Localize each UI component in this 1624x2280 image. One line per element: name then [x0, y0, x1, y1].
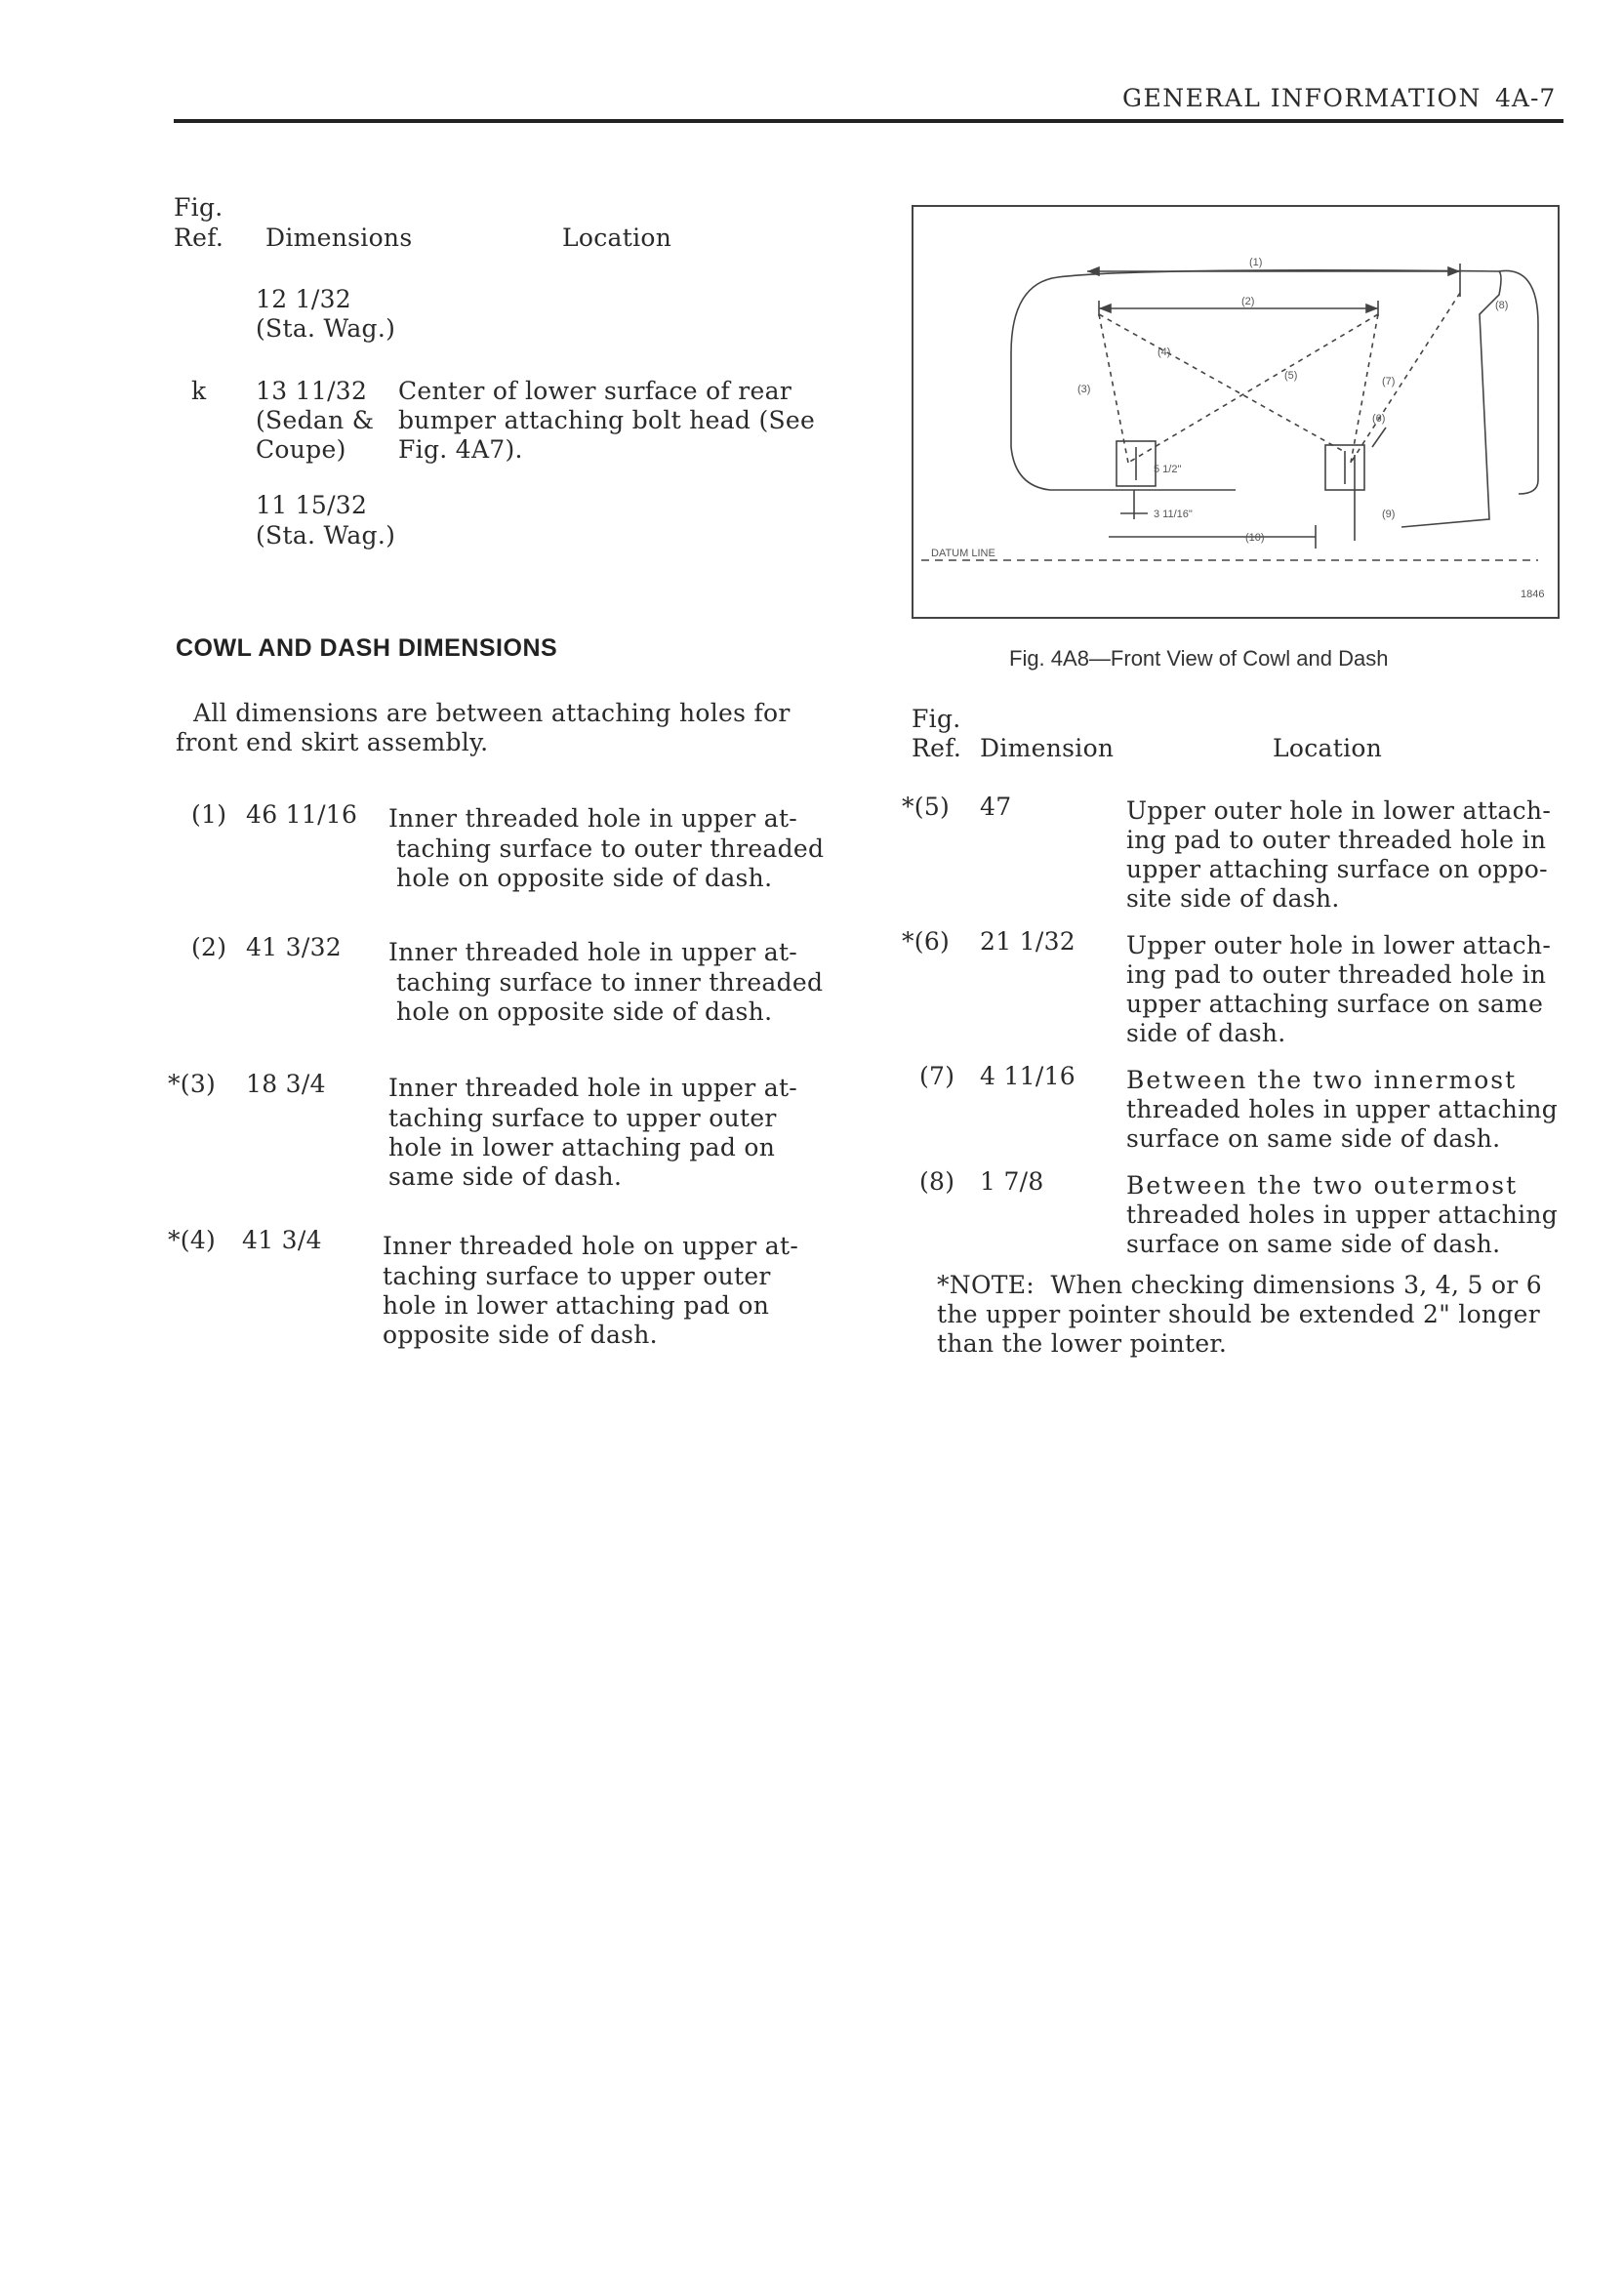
entry-ref: *(3)	[168, 1070, 217, 1098]
col-header-location: Location	[562, 224, 672, 252]
entry-dimension: 41 3/32	[246, 933, 342, 961]
entry-location-line: same side of dash.	[388, 1162, 623, 1191]
entry-dimension: 1 7/8	[980, 1167, 1044, 1196]
dim-coupe-label: Coupe)	[256, 435, 346, 464]
intro-line: front end skirt assembly.	[176, 728, 489, 756]
inset-dim-b: 3 11/16"	[1154, 509, 1193, 520]
right-col-header-location: Location	[1273, 734, 1383, 762]
callout-5: (5)	[1284, 370, 1298, 382]
dim-sta-wag-1: 12 1/32	[256, 285, 351, 313]
right-col-header-ref: Ref.	[912, 734, 962, 762]
datum-line-label: DATUM LINE	[931, 548, 995, 559]
callout-2: (2)	[1241, 296, 1255, 307]
section-heading: COWL AND DASH DIMENSIONS	[176, 634, 558, 662]
entry-location-line: Between the two innermost	[1126, 1066, 1518, 1094]
inset-dim-a: 5 1/2"	[1154, 464, 1182, 475]
entry-location-line: hole in lower attaching pad on	[388, 1133, 776, 1161]
entry-ref: *(5)	[902, 793, 951, 821]
location-line: bumper attaching bolt head (See	[398, 406, 816, 434]
entry-location-line: site side of dash.	[1126, 884, 1340, 913]
intro-line: All dimensions are between attaching holes for	[193, 699, 791, 727]
entry-ref: (8)	[919, 1167, 955, 1196]
dim-sta-wag-1-label: (Sta. Wag.)	[256, 314, 396, 343]
entry-location-line: ing pad to outer threaded hole in	[1126, 826, 1547, 854]
dim-sta-wag-2: 11 15/32	[256, 491, 368, 519]
entry-location-line: Inner threaded hole in upper at-	[388, 804, 798, 833]
figure-code: 1846	[1521, 589, 1545, 600]
entry-location-line: Inner threaded hole in upper at-	[388, 938, 798, 966]
location-line: Fig. 4A7).	[398, 435, 523, 464]
running-header-title: GENERAL INFORMATION	[1122, 84, 1482, 112]
note-line: *NOTE: When checking dimensions 3, 4, 5 or 6	[937, 1271, 1543, 1299]
entry-ref: (1)	[191, 800, 227, 829]
entry-ref: *(4)	[168, 1226, 217, 1254]
dim-sedan-label: (Sedan &	[256, 406, 375, 434]
right-col-header-dimension: Dimension	[980, 734, 1115, 762]
entry-dimension: 41 3/4	[242, 1226, 322, 1254]
entry-location-line: upper attaching surface on same	[1126, 990, 1544, 1018]
callout-10: (10)	[1245, 532, 1265, 544]
entry-location-line: ing pad to outer threaded hole in	[1126, 960, 1547, 989]
callout-7: (7)	[1382, 376, 1396, 387]
location-line: Center of lower surface of rear	[398, 377, 792, 405]
note-line: the upper pointer should be extended 2" longer	[937, 1300, 1540, 1328]
entry-location-line: Inner threaded hole in upper at-	[388, 1074, 798, 1102]
entry-location-line: taching surface to upper outer	[383, 1262, 771, 1290]
entry-dimension: 47	[980, 793, 1012, 821]
callout-9: (9)	[1382, 509, 1396, 520]
callout-4: (4)	[1157, 346, 1171, 358]
entry-location-line: threaded holes in upper attaching	[1126, 1201, 1559, 1229]
ref-k: k	[191, 377, 207, 405]
entry-ref: (7)	[919, 1062, 955, 1090]
entry-location-line: hole in lower attaching pad on	[383, 1291, 770, 1320]
dim-sedan: 13 11/32	[256, 377, 368, 405]
right-col-header-fig: Fig.	[912, 705, 961, 733]
entry-dimension: 21 1/32	[980, 927, 1076, 956]
entry-location-line: upper attaching surface on oppo-	[1126, 855, 1548, 883]
entry-location-line: taching surface to upper outer	[388, 1104, 777, 1132]
callout-3: (3)	[1077, 384, 1091, 395]
entry-location-line: hole on opposite side of dash.	[396, 864, 773, 892]
entry-dimension: 18 3/4	[246, 1070, 326, 1098]
dim-sta-wag-2-label: (Sta. Wag.)	[256, 521, 396, 550]
entry-location-line: hole on opposite side of dash.	[396, 998, 773, 1026]
figure-caption: Fig. 4A8—Front View of Cowl and Dash	[1009, 646, 1389, 671]
entry-dimension: 4 11/16	[980, 1062, 1076, 1090]
entry-location-line: surface on same side of dash.	[1126, 1230, 1501, 1258]
entry-location-line: surface on same side of dash.	[1126, 1124, 1501, 1153]
callout-1: (1)	[1249, 257, 1263, 268]
entry-dimension: 46 11/16	[246, 800, 358, 829]
entry-location-line: threaded holes in upper attaching	[1126, 1095, 1559, 1123]
entry-location-line: side of dash.	[1126, 1019, 1286, 1047]
entry-location-line: Upper outer hole in lower attach-	[1126, 796, 1552, 825]
entry-location-line: Inner threaded hole on upper at-	[383, 1232, 799, 1260]
entry-location-line: Between the two outermost	[1126, 1171, 1519, 1200]
callout-8: (8)	[1495, 300, 1509, 311]
entry-location-line: Upper outer hole in lower attach-	[1126, 931, 1552, 959]
entry-location-line: opposite side of dash.	[383, 1321, 658, 1349]
entry-location-line: taching surface to outer threaded	[396, 835, 825, 863]
entry-location-line: taching surface to inner threaded	[396, 968, 824, 997]
header-rule	[174, 119, 1563, 123]
callout-6: (6)	[1372, 413, 1386, 425]
entry-ref: (2)	[191, 933, 227, 961]
col-header-dimensions: Dimensions	[265, 224, 413, 252]
entry-ref: *(6)	[902, 927, 951, 956]
cowl-dash-diagram	[914, 207, 1558, 617]
col-header-ref: Ref.	[174, 224, 224, 252]
col-header-fig: Fig.	[174, 193, 223, 222]
page-number: 4A-7	[1495, 84, 1557, 112]
note-line: than the lower pointer.	[937, 1329, 1228, 1358]
